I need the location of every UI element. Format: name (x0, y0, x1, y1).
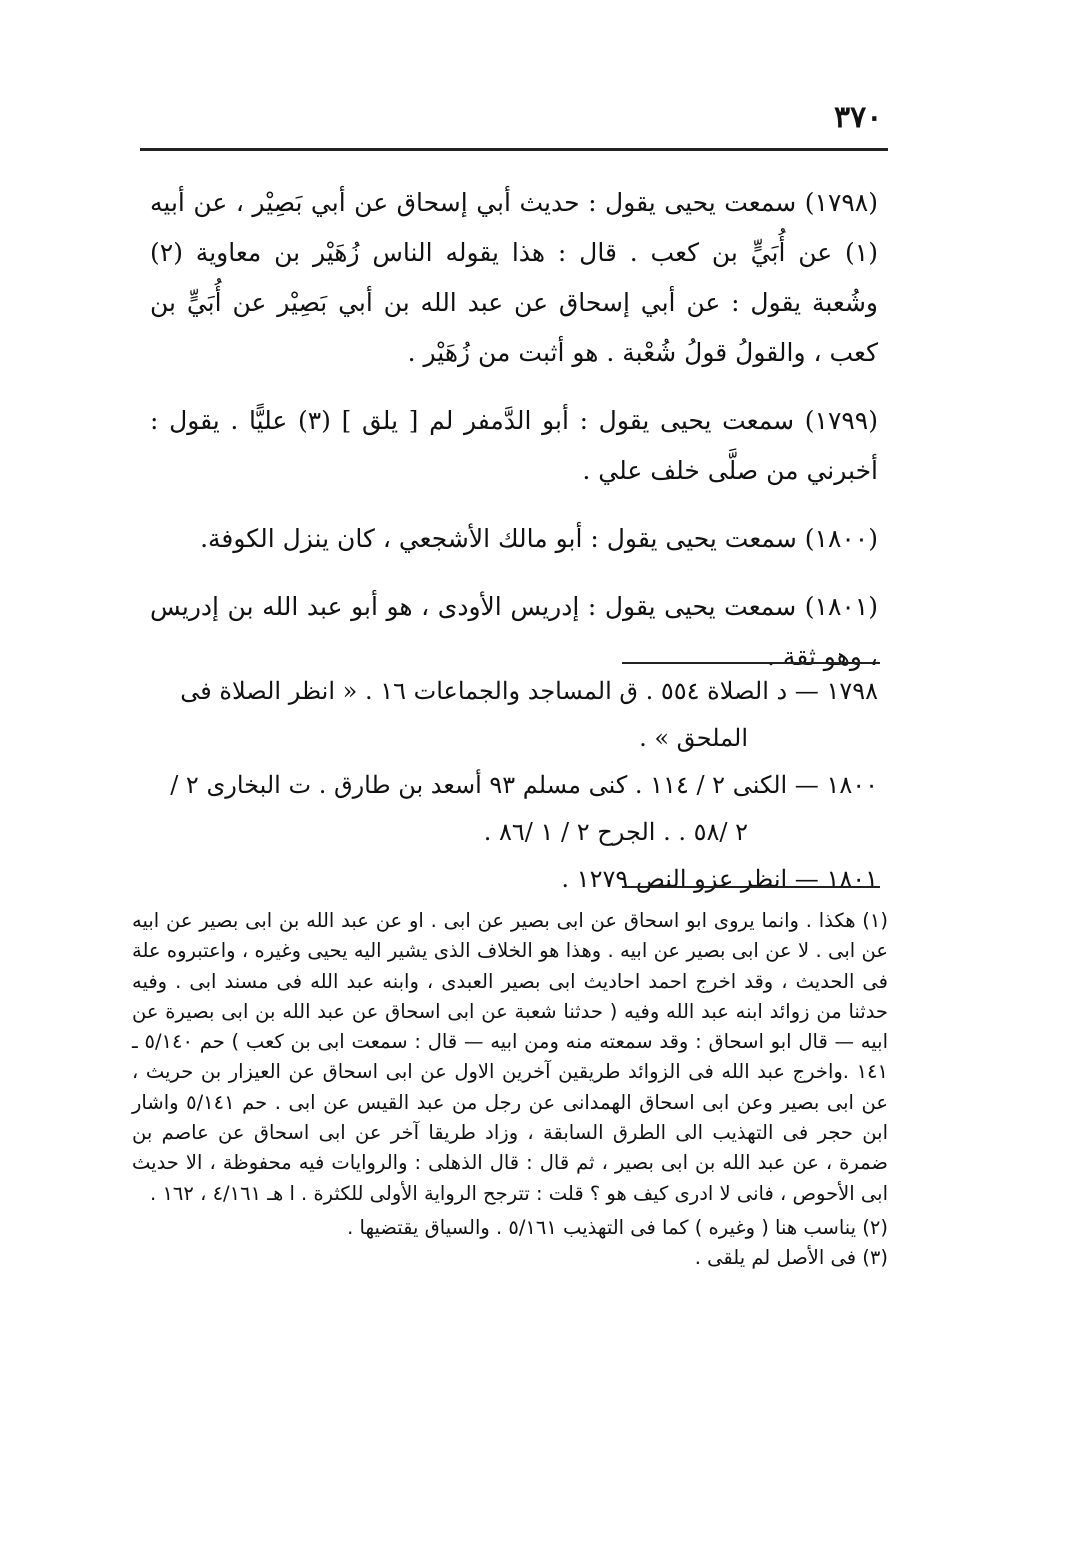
reference-line: ١٨٠١ — انظر عزو النص ١٢٧٩ . (561, 865, 878, 893)
reference-1798 (150, 668, 878, 762)
references-block (150, 668, 878, 903)
footnotes-top-rule (622, 886, 880, 888)
reference-1801 (150, 856, 878, 903)
reference-1800 (150, 762, 878, 856)
reference-line: ١٨٠٠ — الكنى ٢ / ١١٤ . كنى مسلم ٩٣ أسعد بن طارق . ت البخارى ٢ / (170, 771, 878, 799)
entry-1801: (١٨٠١) سمعت يحيى يقول : إدريس الأودى ، هو أبو عبد الله بن إدريس ، وهو ثقة . (150, 592, 878, 671)
main-text (150, 178, 878, 700)
page-number: ٣٧٠ (834, 100, 883, 135)
footnote-3: (٣) فى الأصل لم يلقى . (694, 1246, 888, 1270)
footnote-2: (٢) يناسب هنا ( وغيره ) كما فى التهذيب ٥/١٦١ . والسياق يقتضيها . (347, 1215, 888, 1239)
reference-line: ١٧٩٨ — د الصلاة ٥٥٤ . ق المساجد والجماعات ١٦ . « انظر الصلاة فى (180, 677, 878, 705)
reference-line: الملحق » . (639, 724, 748, 752)
reference-line: ٢ /٥٨ . . الجرح ٢ / ١ /٨٦ . (483, 818, 748, 846)
entry-1800: (١٨٠٠) سمعت يحيى يقول : أبو مالك الأشجعي ، كان ينزل الكوفة. (200, 524, 878, 553)
footnotes-block (132, 906, 888, 1274)
footnote-1: (١) هكذا . وانما يروى ابو اسحاق عن ابى بصير عن ابى . او عن عبد الله بن ابى بصير عن ابيه عن ابى . لا عن ابى بصير عن ابيه . وهذا هو الخلاف الذى يشير اليه يحيى وغيره ، واعتبروه علة فى الحديث ، وقد اخرج احمد احاديث ابى بصير العبدى ، وابنه عبد الله فى مسند ابى . وفيه حدثنا من زوائد ابنه عبد الله وفيه ( حدثنا شعبة عن ابى اسحاق عن عبد الله بن ابى بصيرة عن ابيه — قال ابو اسحاق : وقد سمعته منه ومن ابيه — قال : سمعت ابى بن كعب ) حم ٥/١٤٠ ـ ١٤١ .واخرج عبد الله فى الزوائد طريقين آخرين الاول عن ابى اسحاق عن العيزار بن حريث ، عن ابى بصير وعن ابى اسحاق الهمدانى عن رجل من عبد القيس عن ابى . حم ٥/١٤١ واشار ابن حجر فى التهذيب الى الطرق السابقة ، وزاد طريقا آخر عن ابى اسحاق عن عاصم بن ضمرة ، عن عبد الله بن ابى بصير ، ثم قال : قال الذهلى : والروايات فيه محفوظة ، الا حديث ابى الأحوص ، فانى لا ادرى كيف هو ؟ قلت : تترجح الرواية الأولى للكثرة . ا هـ ٤/١٦١ ، ١٦٢ . (132, 909, 888, 1205)
references-top-rule (622, 662, 880, 664)
entry-1799: (١٧٩٩) سمعت يحيى يقول : أبو الدَّمفر لم [ يلق ] (٣) عليًّا . يقول : أخبرني من صلَّى خلف علي . (150, 406, 878, 485)
header-rule (140, 148, 888, 151)
entry-1798: (١٧٩٨) سمعت يحيى يقول : حديث أبي إسحاق عن أبي بَصِيْر ، عن أبيه (١) عن أُبَيٍّ بن كعب . قال : هذا يقوله الناس زُهَيْر بن معاوية (٢) وشُعبة يقول : عن أبي إسحاق عن عبد الله بن أبي بَصِيْر عن أُبَيٍّ بن كعب ، والقولُ قولُ شُعْبة . هو أثبت من زُهَيْر . (150, 188, 878, 367)
